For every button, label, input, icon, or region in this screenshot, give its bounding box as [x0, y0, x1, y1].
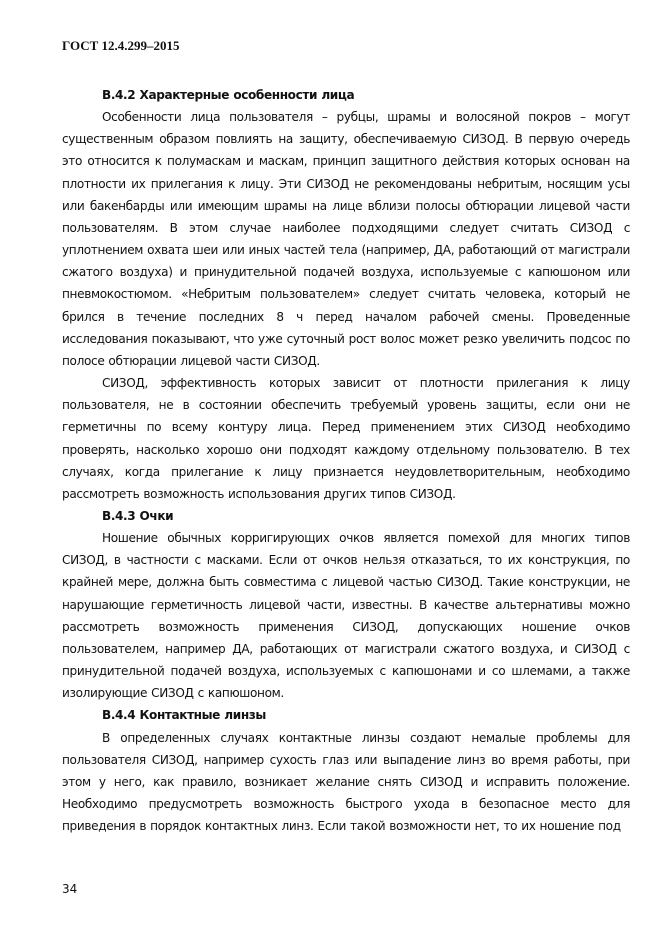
section-heading: В.4.2 Характерные особенности лица — [102, 88, 355, 102]
paragraph: СИЗОД, эффективность которых зависит от плотности прилегания к лицу пользователя, не в состоянии обеспечить требуемый уровень защиты, если они не герметичны по всему контуру лица. Перед применением этих СИЗОД необходимо проверять, насколько хорошо они подходят каждому отдельному пользователю. В тех случаях, когда прилегание к лицу признается неудовлетворительным, необходимо рассмотреть возможность использования других типов СИЗОД. — [62, 376, 630, 501]
section-heading: В.4.3 Очки — [102, 508, 174, 523]
standard-header: ГОСТ 12.4.299–2015 — [62, 38, 180, 53]
paragraph: Ношение обычных корригирующих очков является помехой для многих типов СИЗОД, в частности с масками. Если от очков нельзя отказаться, то их конструкция, по крайней мере, должна быть совместима с лицевой частью СИЗОД. Такие конструкции, не нарушающие герметичность лицевой части, известны. В качестве альтернативы можно рассмотреть возможность применения СИЗОД, допускающих ношение очков пользователем, например ДА, работающих от магистрали сжатого воздуха, и СИЗОД с принудительной подачей воздуха, используемых с капюшонами и со шлемами, а также изолирующие СИЗОД с капюшоном. — [62, 531, 630, 701]
paragraph: Особенности лица пользователя – рубцы, шрамы и волосяной покров – могут существенным образом повлиять на защиту, обеспечиваемую СИЗОД. В первую очередь это относится к полумаскам и маскам, принцип защитного действия которых основан на плотности их прилегания к лицу. Эти СИЗОД не рекомендованы небритым, носящим усы или бакенбарды или имеющим шрамы на лице вблизи полосы обтюрации лицевой части пользователям. В этом случае наиболее подходящими следует считать СИЗОД с уплотнением охвата шеи или иных частей тела (например, ДА, работающий от магистрали сжатого воздуха) и принудительной подачей воздуха, используемые с капюшоном или пневмокостюмом. «Небритым пользователем» следует считать человека, который не брился в течение последних 8 ч перед началом рабочей смены. Проведенные исследования показывают, что уже суточный рост волос может резко увеличить подсос по полосе обтюрации лицевой части СИЗОД. — [62, 110, 630, 368]
paragraph: В определенных случаях контактные линзы создают немалые проблемы для пользователя СИЗОД, например сухость глаз или выпадение линз во время работы, при этом у него, как правило, возникает желание снять СИЗОД и исправить положение. Необходимо предусмотреть возможность быстрого ухода в безопасное место для приведения в порядок контактных линз. Если такой возможности нет, то их ношение под — [62, 730, 630, 834]
page-number: 34 — [62, 882, 78, 896]
section-heading: В.4.4 Контактные линзы — [102, 708, 266, 723]
document-body — [62, 84, 630, 837]
